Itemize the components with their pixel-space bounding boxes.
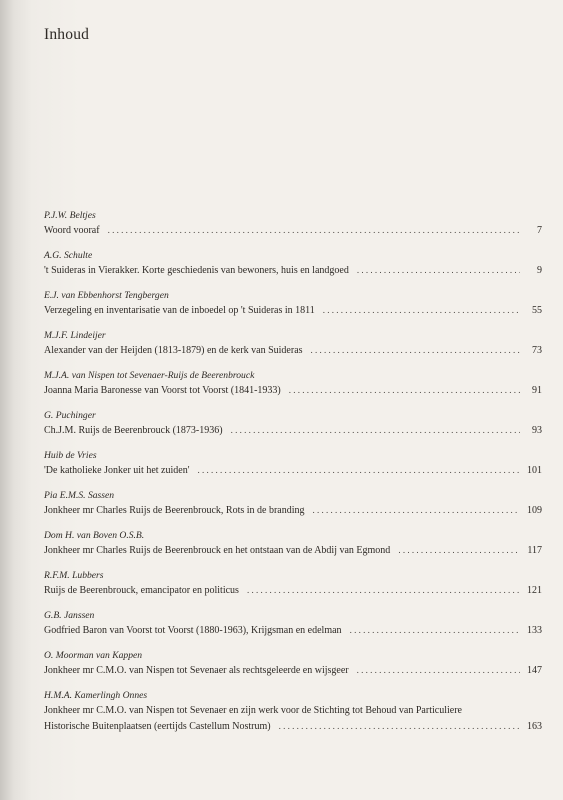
toc-line — [44, 543, 542, 558]
toc-title: Verzegeling en inventarisatie van de inboedel op 't Suideras in 1811 — [44, 305, 315, 316]
toc-line — [44, 223, 542, 238]
toc-line — [44, 423, 542, 438]
toc-author: M.J.F. Lindeijer — [44, 330, 106, 341]
toc-line — [44, 623, 542, 638]
toc-line — [44, 383, 542, 398]
toc-title: Woord vooraf — [44, 225, 100, 236]
toc-title: Jonkheer mr Charles Ruijs de Beerenbrouck, Rots in de branding — [44, 505, 305, 516]
toc-entry — [44, 410, 542, 450]
toc-title: Jonkheer mr Charles Ruijs de Beerenbrouck en het ontstaan van de Abdij van Egmond — [44, 545, 391, 556]
toc-entry — [44, 610, 542, 650]
dot-leader — [350, 623, 520, 638]
dot-leader — [311, 343, 520, 358]
toc-line-continued — [44, 703, 542, 718]
toc-title-line1: Jonkheer mr C.M.O. van Nispen tot Sevenaer en zijn werk voor de Stichting tot Behoud van Particuliere — [44, 705, 462, 716]
toc-entry — [44, 370, 542, 410]
toc-title: Alexander van der Heijden (1813-1879) en de kerk van Suideras — [44, 345, 303, 356]
toc-entry — [44, 690, 542, 748]
toc-line — [44, 503, 542, 518]
dot-leader — [231, 423, 520, 438]
toc-author: H.M.A. Kamerlingh Onnes — [44, 690, 148, 701]
dot-leader — [279, 719, 520, 734]
toc-page-number: 91 — [532, 385, 542, 396]
toc-entry — [44, 210, 542, 250]
dot-leader — [323, 303, 520, 318]
page-title: Inhoud — [44, 26, 90, 43]
toc-page-number: 55 — [532, 305, 542, 316]
toc-line — [44, 463, 542, 478]
toc-title: Joanna Maria Baronesse van Voorst tot Voorst (1841-1933) — [44, 385, 281, 396]
toc-title: Ruijs de Beerenbrouck, emancipator en politicus — [44, 585, 239, 596]
toc-author: Huib de Vries — [44, 450, 97, 461]
toc-title: Ch.J.M. Ruijs de Beerenbrouck (1873-1936) — [44, 425, 223, 436]
toc-page-number: 7 — [537, 225, 542, 236]
toc-line — [44, 303, 542, 318]
toc-author: R.F.M. Lubbers — [44, 570, 104, 581]
toc-author: Dom H. van Boven O.S.B. — [44, 530, 145, 541]
toc-author: O. Moorman van Kappen — [44, 650, 143, 661]
toc-entry — [44, 290, 542, 330]
toc-line — [44, 263, 542, 278]
toc-author: G.B. Janssen — [44, 610, 95, 621]
dot-leader — [108, 223, 520, 238]
toc-entry — [44, 330, 542, 370]
toc-entry — [44, 570, 542, 610]
toc-author: A.G. Schulte — [44, 250, 93, 261]
toc-title: Jonkheer mr C.M.O. van Nispen tot Sevenaer als rechtsgeleerde en wijsgeer — [44, 665, 349, 676]
toc-author: E.J. van Ebbenhorst Tengbergen — [44, 290, 169, 301]
toc-entry — [44, 250, 542, 290]
toc-page-number: 73 — [532, 345, 542, 356]
toc-entry — [44, 490, 542, 530]
toc-author: M.J.A. van Nispen tot Sevenaer-Ruijs de Beerenbrouck — [44, 370, 255, 381]
toc-title: 't Suideras in Vierakker. Korte geschiedenis van bewoners, huis en landgoed — [44, 265, 349, 276]
toc-entry — [44, 650, 542, 690]
toc-author: Pia E.M.S. Sassen — [44, 490, 115, 501]
toc-author: P.J.W. Beltjes — [44, 210, 96, 221]
toc-title: Historische Buitenplaatsen (eertijds Castellum Nostrum) — [44, 721, 271, 732]
dot-leader — [247, 583, 520, 598]
toc-page-number: 121 — [527, 585, 542, 596]
dot-leader — [357, 663, 520, 678]
toc-line — [44, 719, 542, 734]
toc-page-number: 9 — [537, 265, 542, 276]
dot-leader — [313, 503, 521, 518]
toc-line — [44, 343, 542, 358]
toc-line — [44, 663, 542, 678]
table-of-contents — [44, 210, 542, 748]
toc-page-number: 93 — [532, 425, 542, 436]
toc-title: 'De katholieke Jonker uit het zuiden' — [44, 465, 190, 476]
toc-page-number: 101 — [527, 465, 542, 476]
toc-entry — [44, 530, 542, 570]
toc-page-number: 163 — [527, 721, 542, 732]
toc-page-number: 133 — [527, 625, 542, 636]
toc-author: G. Puchinger — [44, 410, 96, 421]
toc-title: Godfried Baron van Voorst tot Voorst (1880-1963), Krijgsman en edelman — [44, 625, 342, 636]
toc-line — [44, 583, 542, 598]
toc-page-number: 117 — [527, 545, 542, 556]
dot-leader — [357, 263, 520, 278]
dot-leader — [289, 383, 520, 398]
toc-entry — [44, 450, 542, 490]
toc-page-number: 109 — [527, 505, 542, 516]
dot-leader — [398, 543, 520, 558]
toc-page-number: 147 — [527, 665, 542, 676]
dot-leader — [198, 463, 520, 478]
